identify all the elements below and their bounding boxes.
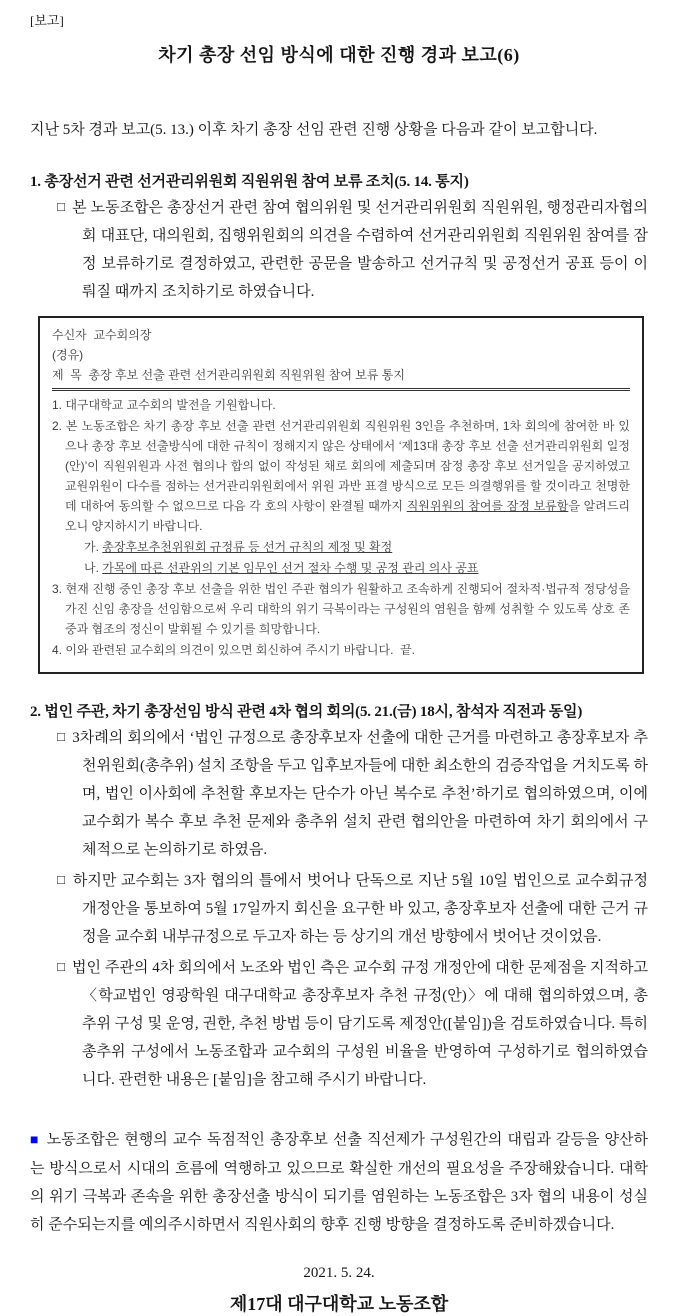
footer-organization: 제17대 대구대학교 노동조합 bbox=[229, 1294, 449, 1314]
square-bullet-icon: □ bbox=[57, 959, 66, 974]
notice-para-4: 4. 이와 관련된 교수회의 의견이 있으면 회신하여 주시기 바랍니다. 끝. bbox=[52, 643, 416, 657]
notice-item-na-text: 가목에 따른 선관위의 기본 임무인 선거 절차 수행 및 공정 관리 의사 공표 bbox=[102, 561, 479, 575]
notice-box bbox=[38, 316, 644, 674]
notice-item-ga-label: 가. bbox=[84, 540, 103, 554]
notice-para-3: 3. 현재 진행 중인 총장 후보 선출을 위한 법인 주관 협의가 원활하고 조속하게 진행되어 절차적·법규적 정당성을 가진 신임 총장을 선임함으로써 우리 대학의 위기 극복이라는 구성원의 염원을 함께 성취할 수 있도록 상호 존중과 협조의 정신이 발휘될 수 있기를 희망합니다. bbox=[52, 582, 630, 636]
notice-via: (경유) bbox=[52, 348, 84, 362]
section2-heading: 2. 법인 주관, 차기 총장선임 방식 관련 4차 협의 회의(5. 21.(금) 18시, 참석자 직전과 동일) bbox=[30, 704, 583, 720]
notice-recipient: 수신자 교수회의장 bbox=[52, 328, 152, 342]
section2-bullet-2-text: 하지만 교수회는 3자 협의의 틀에서 벗어나 단독으로 지난 5월 10일 법인으로 교수회규정 개정안을 통보하여 5월 17일까지 회신을 요구한 바 있고, 총장후보자 선출에 대한 근거 규정을 교수회 내부규정으로 두고자 하는 등 상기의 개선 방향에서 벗어난 것이었음. bbox=[72, 873, 648, 945]
notice-subject: 제 목 총장 후보 선출 관련 선거관리위원회 직원위원 참여 보류 통지 bbox=[52, 365, 630, 391]
closing-text: 노동조합은 현행의 교수 독점적인 총장후보 선출 직선제가 구성원간의 대립과 갈등을 양산하는 방식으로서 시대의 흐름에 역행하고 있으므로 확실한 개선의 필요성을 주장해왔습니다. 대학의 위기 극복과 존속을 위한 총장선출 방식이 되기를 염원하는 노동조합은 3자 협의 내용이 성실히 준수되는지를 예의주시하면서 직원사회의 향후 진행 방향을 결정하도록 준비하겠습니다. bbox=[30, 1132, 649, 1233]
notice-item-na bbox=[52, 558, 630, 578]
footer-date: 2021. 5. 24. bbox=[303, 1265, 375, 1281]
square-bullet-icon: □ bbox=[57, 199, 66, 214]
square-bullet-icon: □ bbox=[57, 729, 66, 744]
section1-bullet-1 bbox=[30, 194, 648, 306]
notice-para-2 bbox=[52, 416, 630, 536]
page-title: 차기 총장 선임 방식에 대한 진행 경과 보고(6) bbox=[158, 45, 520, 65]
section2-bullet-3 bbox=[30, 954, 648, 1094]
square-bullet-icon: □ bbox=[57, 872, 66, 887]
notice-item-ga bbox=[52, 537, 630, 557]
notice-para-2-pre: 2. 본 노동조합은 차기 총장 후보 선출 관련 선거관리위원회 직원위원 3인을 추천하며, 1차 회의에 참여한 바 있으나 총장 후보 선출방식에 대한 규칙이 정해지지 않은 상태에서 ‘제13대 총장 후보 선출 선거관리위원회 일정(안)’이 직원위원과 사전 협의나 합의 없이 작성된 채로 회의에 제출되며 잠정 총장 후보 선거일을 공지하였고 교원위원이 다수를 점하는 선거관리위원회에서 위원 과반 표결 방식으로 모든 의결행위를 할 것이라고 천명한 데 대하여 동의할 수 없으므로 다음 각 호의 사항이 완결될 때까지 bbox=[52, 419, 630, 513]
notice-item-na-label: 나. bbox=[84, 561, 103, 575]
notice-para-2-post: 을 알려드리오니 양지하시기 바랍니다. bbox=[65, 499, 630, 533]
section2-bullet-2 bbox=[30, 867, 648, 951]
section1-bullet-1-text: 본 노동조합은 총장선거 관련 참여 협의위원 및 선거관리위원회 직원위원, 행정관리자협의회 대표단, 대의원회, 집행위원회의 의견을 수렴하여 선거관리위원회 직원위원 참여를 잠정 보류하기로 결정하였고, 관련한 공문을 발송하고 선거규칙 및 공정선거 공표 등이 이뤄질 때까지 조치하기로 하였습니다. bbox=[72, 200, 648, 300]
notice-para-1: 1. 대구대학교 교수회의 발전을 기원합니다. bbox=[52, 398, 276, 412]
section2-bullet-1-text: 3차례의 회의에서 ‘법인 규정으로 총장후보자 선출에 대한 근거를 마련하고 총장후보자 추천위원회(총추위) 설치 조항을 두고 입후보자들에 대한 최소한의 검증작업을 거치도록 하며, 법인 이사회에 추천할 후보자는 단수가 아닌 복수로 추천’하기로 협의하였으며, 이에 교수회가 복수 후보 추천 문제와 총추위 설치 관련 협의안을 마련하여 차기 회의에서 구체적으로 논의하기로 하였음. bbox=[72, 730, 648, 858]
notice-item-ga-text: 총장후보추천위원회 규정류 등 선거 규칙의 제정 및 확정 bbox=[102, 540, 393, 554]
notice-para-2-underlined: 직원위원의 참여를 잠정 보류함 bbox=[406, 499, 569, 513]
section2-bullet-1 bbox=[30, 724, 648, 864]
section1-heading: 1. 총장선거 관련 선거관리위원회 직원위원 참여 보류 조치(5. 14. 통지) bbox=[30, 174, 469, 190]
closing-paragraph bbox=[30, 1126, 648, 1239]
section2-bullet-3-text: 법인 주관의 4차 회의에서 노조와 법인 측은 교수회 규정 개정안에 대한 문제점을 지적하고 〈학교법인 영광학원 대구대학교 총장후보자 추천 규정(안)〉에 대해 협의하였으며, 총추위 구성 및 운영, 권한, 추천 방법 등이 담기도록 제정안([붙임])을 검토하였습니다. 특히 총추위 구성에서 노동조합과 교수회의 구성원 비율을 반영하여 구성하기로 협의하였습니다. 관련한 내용은 [붙임]을 참고해 주시기 바랍니다. bbox=[72, 960, 648, 1088]
closing-square-bullet: ■ bbox=[30, 1133, 40, 1148]
doc-tag: [보고] bbox=[30, 13, 64, 28]
intro-paragraph: 지난 5차 경과 보고(5. 13.) 이후 차기 총장 선임 관련 진행 상황을 다음과 같이 보고합니다. bbox=[30, 122, 598, 138]
